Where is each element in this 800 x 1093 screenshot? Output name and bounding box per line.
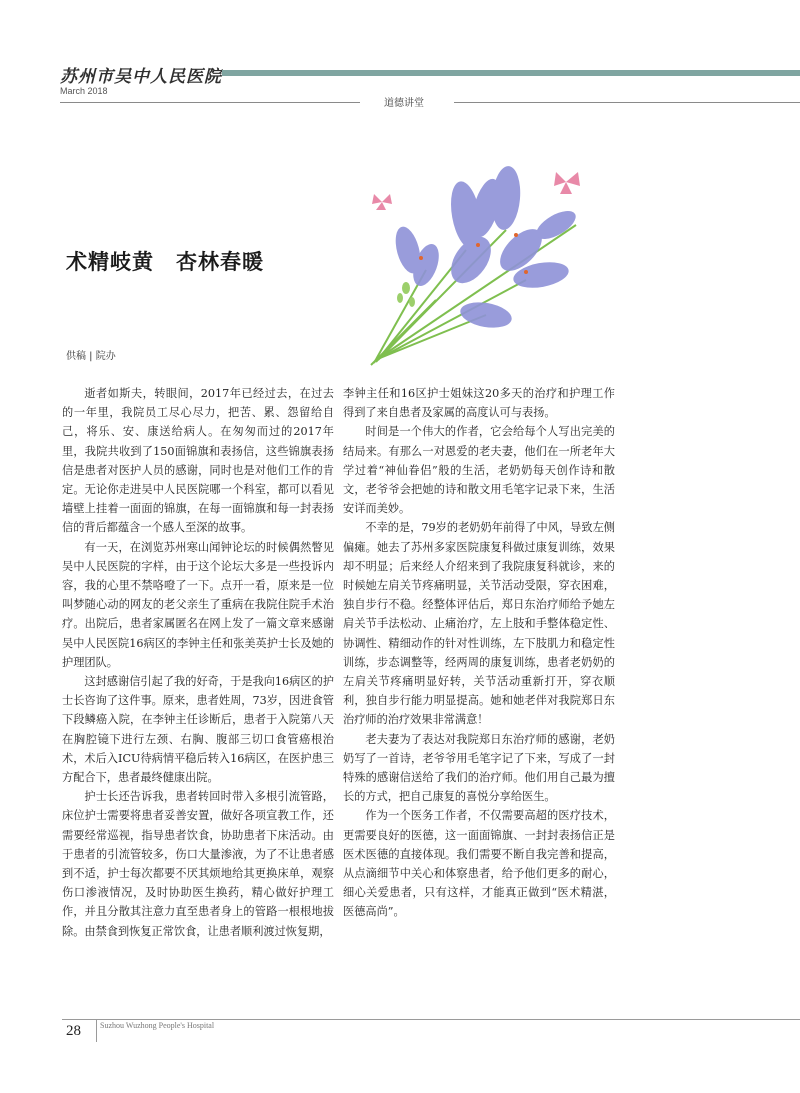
paragraph-continued: 李钟主任和16区护士姐妹这20多天的治疗和护理工作得到了来自患者及家属的高度认可与表扬。 (343, 387, 615, 420)
header-date: March 2018 (60, 86, 108, 96)
footer-hospital-name: Suzhou Wuzhong People's Hospital (100, 1021, 215, 1030)
butterfly-icon (554, 172, 580, 194)
paragraph: 老夫妻为了表达对我院郑日东治疗师的感谢，老奶奶写了一首诗，老爷爷用毛笔字记了下来，写成了一封特殊的感谢信送给了我们的治疗师。他们用自己最为擅长的方式，把自己康复的喜悦分享给医生。 (343, 732, 615, 804)
column-right (343, 384, 615, 922)
article-byline: 供稿 | 院办 (66, 351, 116, 362)
paragraph: 这封感谢信引起了我的好奇，于是我向16病区的护士长咨询了这件事。原来，患者姓周，73岁，因进食管下段鳞癌入院，在李钟主任诊断后，患者于入院第八天在胸腔镜下进行左颈、右胸、腹部三切口食管癌根治术，术后入ICU待病情平稳后转入16病区，在医护患三方配合下，患者最终健康出院。 (62, 675, 334, 785)
footer-rule (62, 1019, 800, 1020)
butterfly-icon (372, 194, 392, 210)
crocus-bouquet-illustration (366, 160, 606, 370)
page-number: 28 (66, 1023, 81, 1039)
header-rule-left (60, 102, 360, 103)
header-section-label: 道德讲堂 (384, 98, 424, 109)
paragraph: 有一天，在浏览苏州寒山闻钟论坛的时候偶然瞥见吴中人民医院的字样，由于这个论坛大多是一些投诉内容，我的心里不禁咯噔了一下。点开一看，原来是一位叫梦随心动的网友的老父亲生了重病在我院住院手术治疗。出院后，患者家属匿名在网上发了一篇文章来感谢吴中人民医院16病区的李钟主任和张美英护士长及她的护理团队。 (62, 540, 334, 669)
paragraph: 护士长还告诉我，患者转回时带入多根引流管路，床位护士需要将患者妥善安置，做好各项宣教工作，还需要经常巡视，指导患者饮食，协助患者下床活动。由于患者的引流管较多，伤口大量渗液，为了不让患者感到不适，护士每次都要不厌其烦地给其更换床单，观察伤口渗液情况，及时协助医生换药，精心做好护理工作，并且分散其注意力直至患者身上的管路一根根地拔除。由禁食到恢复正常饮食，让患者顺利渡过恢复期， (62, 790, 334, 938)
header-rule-right (454, 102, 800, 103)
paragraph: 作为一个医务工作者，不仅需要高超的医疗技术，更需要良好的医德，这一面面锦旗、一封封表扬信正是医术医德的直接体现。我们需要不断自我完善和提高，从点滴细节中关心和体察患者，给予他们更多的耐心，细心关爱患者，只有这样，才能真正做到“医术精湛，医德高尚”。 (343, 809, 615, 919)
paragraph: 不幸的是，79岁的老奶奶年前得了中风，导致左侧偏瘫。她去了苏州多家医院康复科做过康复训练，效果却不明显；后来经人介绍来到了我院康复科就诊，来的时候她左肩关节疼痛明显，关节活动受限，穿衣困难，独自步行不稳。经整体评估后，郑日东治疗师给予她左肩关节手法松动、止痛治疗，左上肢和手整体稳定性、协调性、精细动作的针对性训练，左下肢肌力和稳定性训练，步态调整等，经两周的康复训练，患者老奶奶的左肩关节疼痛明显好转，关节活动重新打开，穿衣顺利，独自步行能力明显提高。她和她老伴对我院郑日东治疗师的治疗效果非常满意！ (343, 521, 615, 727)
paragraph: 时间是一个伟大的作者，它会给每个人写出完美的结局来。有那么一对恩爱的老夫妻，他们在一所老年大学过着“神仙眷侣”般的生活，老奶奶每天创作诗和散文，老爷爷会把她的诗和散文用毛笔字记录下来，生活安详而美妙。 (343, 425, 615, 516)
header-accent-bar (222, 70, 800, 76)
paragraph: 逝者如斯夫，转眼间，2017年已经过去，在过去的一年里，我院员工尽心尽力，把苦、累、怨留给自己，将乐、安、康送给病人。在匆匆而过的2017年里，我院共收到了150面锦旗和表扬信，这些锦旗表扬信是患者对医护人员的感谢，同时也是对他们工作的肯定。无论你走进吴中人民医院哪一个科室，都可以看见墙壁上挂着一面面的锦旗，在每一面锦旗和每一封表扬信的背后都蕴含一个感人至深的故事。 (62, 387, 334, 535)
article-title: 术精岐黄 杏林春暖 (66, 250, 264, 274)
column-left (62, 384, 334, 941)
header-hospital-name: 苏州市吴中人民医院 (60, 67, 222, 87)
